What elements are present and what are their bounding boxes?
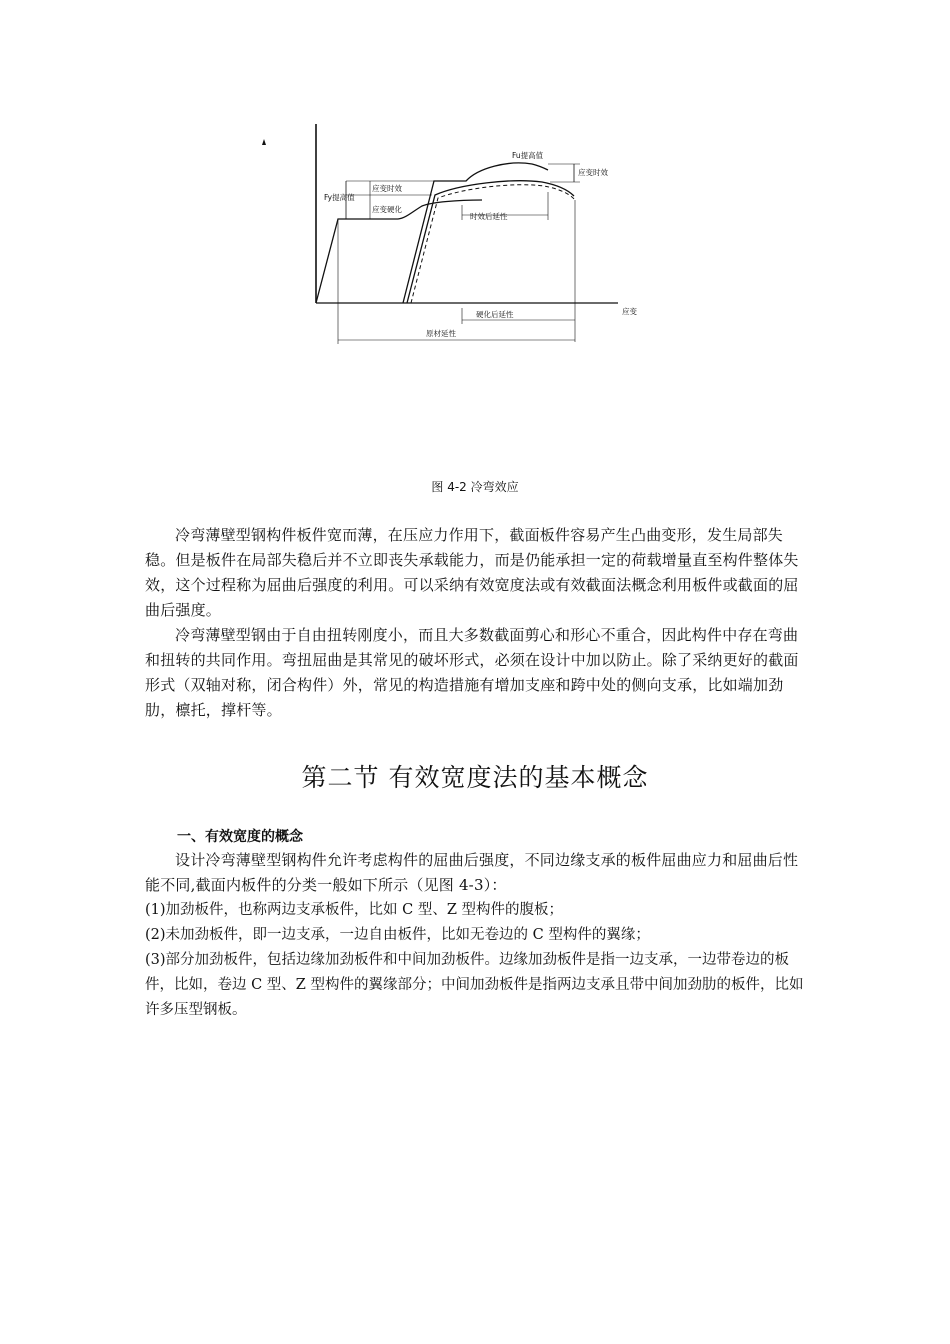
strain-hardening-label: 应变硬化 — [372, 205, 402, 214]
strain-axis-label: 应变 — [622, 307, 637, 316]
paragraph-3: 设计冷弯薄壁型钢构件允许考虑构件的屈曲后强度，不同边缘支承的板件屈曲应力和屈曲后性能不同,截面内板件的分类一般如下所示（见图 4-3）： — [145, 851, 799, 894]
subheading: 一、有效宽度的概念 — [177, 829, 303, 845]
hardening-ductility-label: 硬化后延性 — [476, 310, 514, 319]
list-item-3: (3)部分加劲板件，包括边缘加劲板件和中间加劲板件。边缘加劲板件是指一边支承，一边带卷边的板件，比如，卷边 C 型、Z 型构件的翼缘部分；中间加劲板件是指两边支承且带中间加劲肋的板件，比如许多压型钢板。 — [145, 952, 804, 1018]
section-title: 第二节 有效宽度法的基本概念 — [301, 763, 649, 792]
list-item-1: (1)加劲板件，也称两边支承板件，比如 C 型、Z 型构件的腹板； — [145, 902, 564, 918]
original-curve — [316, 200, 482, 303]
cold-bending-effect-figure — [250, 120, 670, 350]
arrow-mark-icon — [262, 139, 266, 145]
paragraph-2: 冷弯薄壁型钢由于自由扭转刚度小，而且大多数截面剪心和形心不重合，因此构件中存在弯曲和扭转的共同作用。弯扭屈曲是其常见的破坏形式，必须在设计中加以防止。除了采纳更好的截面形式（双轴对称，闭合构件）外，常见的构造措施有增加支座和跨中处的侧向支承，比如端加劲肋，檩托，撑杆等。 — [145, 626, 799, 719]
figure-caption: 图 4-2 冷弯效应 — [431, 480, 519, 494]
aging-ductility-label: 时效后延性 — [470, 212, 508, 221]
strain-aging-right-label: 应变时效 — [578, 168, 608, 177]
strain-aging-label: 应变时效 — [372, 184, 402, 193]
original-ductility-label: 原材延性 — [426, 329, 456, 338]
list-item-2: (2)未加劲板件，即一边支承，一边自由板件，比如无卷边的 C 型构件的翼缘； — [145, 927, 650, 943]
fy-increase-label: Fy提高值 — [324, 193, 355, 202]
stress-strain-diagram — [250, 120, 670, 350]
fu-increase-label: Fu提高值 — [512, 151, 544, 160]
paragraph-1: 冷弯薄壁型钢构件板件宽而薄，在压应力作用下，截面板件容易产生凸曲变形，发生局部失稳。但是板件在局部失稳后并不立即丧失承载能力，而是仍能承担一定的荷载增量直至构件整体失效，这个过程称为屈曲后强度的利用。可以采纳有效宽度法或有效截面法概念利用板件或截面的屈曲后强度。 — [145, 526, 799, 619]
hardened-curve — [407, 181, 574, 303]
